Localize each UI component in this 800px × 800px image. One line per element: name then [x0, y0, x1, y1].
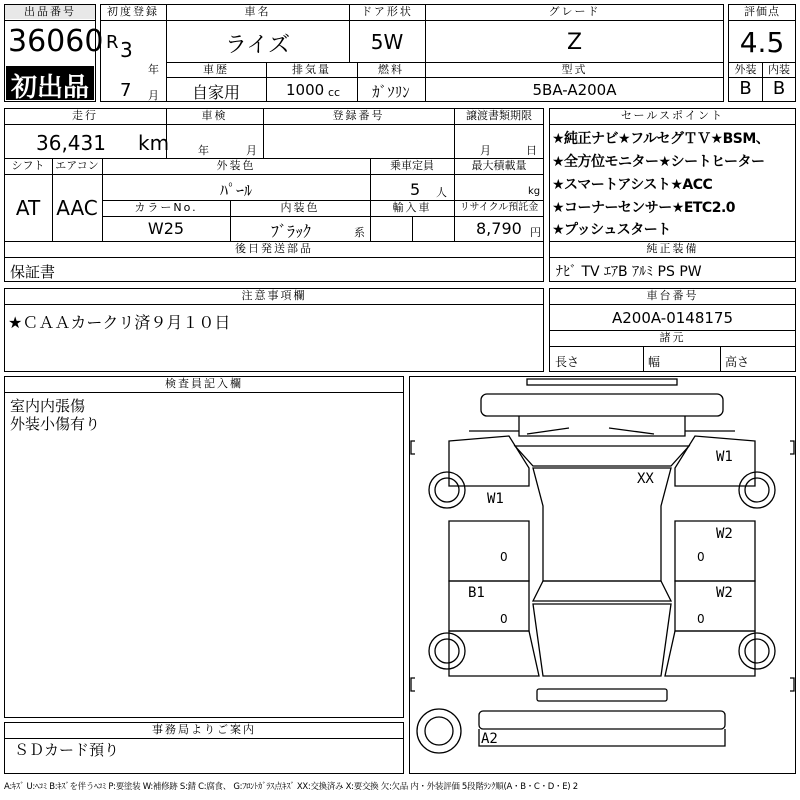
- equipment-value: ﾅﾋﾞ TV ｴｱB ｱﾙﾐ PS PW: [556, 264, 702, 280]
- ext-color-label: 外装色: [216, 159, 256, 172]
- year-unit: 年: [148, 63, 159, 76]
- month-unit: 月: [148, 89, 159, 102]
- mark-zero: 0: [500, 550, 508, 564]
- int-color-label: 内装色: [280, 201, 320, 214]
- office-label: 事務局よりご案内: [152, 723, 256, 736]
- legend: A:ｷｽﾞ U:ﾍｺﾐ B:ｷｽﾞを伴うﾍｺﾐ P:要塗装 W:補修跡 S:錆 C:腐食、 G:ﾌﾛﾝﾄｶﾞﾗｽ点ｷｽﾞ XX:交換済み X:要交換 欠:欠品 内・外装評価 5段階ﾗﾝｸ順(A・B・C・D・E) 2: [4, 782, 578, 792]
- inspection-label: 車検: [201, 109, 228, 122]
- specs-label: 諸元: [659, 331, 686, 344]
- length-label: 長さ: [555, 355, 580, 369]
- mileage: 36,431: [36, 131, 106, 155]
- interior-label: 内装: [768, 63, 790, 76]
- capacity-label: 乗車定員: [390, 159, 434, 172]
- later-parts-label: 後日発送部品: [235, 242, 313, 255]
- sales-point-line: ★全方位モニター★シートヒーター: [552, 154, 765, 170]
- sales-point-line: ★スマートアシスト★ACC: [552, 177, 713, 193]
- door-label: ドア形状: [361, 5, 413, 18]
- lot-label: 出品番号: [5, 5, 95, 19]
- exterior-grade: B: [739, 78, 752, 99]
- mark-zero: 0: [697, 612, 705, 626]
- shift-label: シフト: [11, 159, 45, 172]
- mark-zero: 0: [500, 612, 508, 626]
- fuel-label: 燃料: [378, 63, 404, 76]
- notes-value: ★ＣＡＡカークリ済９月１０日: [8, 313, 231, 332]
- lot-number: 36060: [8, 24, 104, 59]
- office-value: ＳＤカード預り: [14, 741, 120, 759]
- color-no: W25: [147, 219, 185, 238]
- color-no-label: カラーNo.: [134, 201, 198, 214]
- score-label: 評価点: [744, 5, 780, 18]
- inspector-label: 検査員記入欄: [165, 377, 243, 390]
- sales-point-line: ★コーナーセンサー★ETC2.0: [552, 200, 736, 216]
- load-label: 最大積載量: [471, 159, 527, 172]
- history: 自家用: [191, 83, 240, 102]
- mark-front-right: W1: [716, 449, 733, 465]
- later-parts: 保証書: [10, 263, 56, 281]
- load-unit: kg: [528, 186, 541, 197]
- model: 5BA-A200A: [532, 81, 617, 99]
- chassis-number: A200A-0148175: [611, 309, 734, 327]
- recycle-amount: 8,790: [476, 219, 522, 238]
- mileage-label: 走行: [72, 109, 98, 122]
- era: R: [106, 32, 119, 53]
- model-label: 型式: [561, 63, 588, 76]
- ac: AAC: [56, 196, 98, 220]
- history-label: 車歴: [203, 63, 229, 76]
- inspector-line: 外装小傷有り: [10, 415, 101, 433]
- score: 4.5: [739, 26, 785, 59]
- reg-month: 7: [120, 80, 132, 101]
- transfer-label: 譲渡書類期限: [466, 109, 532, 122]
- grade: Z: [566, 30, 583, 55]
- displacement: 1000: [286, 81, 325, 99]
- mark-roof: XX: [637, 471, 654, 487]
- displacement-label: 排気量: [292, 63, 331, 76]
- width-label: 幅: [648, 355, 661, 369]
- recycle-unit: 円: [530, 226, 541, 239]
- inspection-month-unit: 月: [246, 144, 257, 157]
- inspection-year-unit: 年: [198, 144, 209, 157]
- transfer-month-unit: 月: [480, 144, 491, 157]
- recycle-label: リサイクル預託金: [459, 202, 539, 213]
- mark-right-rear-door: W2: [716, 585, 733, 601]
- mark-left-rear-door: B1: [468, 585, 485, 601]
- door-type: 5W: [370, 30, 404, 54]
- mark-right-front-door: W2: [716, 526, 733, 542]
- fuel: ｶﾞｿﾘﾝ: [372, 83, 410, 101]
- int-color: ﾌﾞﾗｯｸ: [270, 222, 311, 241]
- mark-left-front-door: W1: [487, 491, 504, 507]
- car-diagram: [409, 376, 796, 774]
- first-listing-text: 初出品: [10, 73, 89, 103]
- mark-zero: 0: [697, 550, 705, 564]
- notes-label: 注意事項欄: [241, 289, 307, 302]
- grade-label: グレード: [548, 5, 601, 18]
- chassis-label: 車台番号: [646, 289, 699, 302]
- car-name: ライズ: [224, 33, 291, 58]
- ext-color: ﾊﾟｰﾙ: [219, 181, 252, 200]
- inspector-line: 室内内張傷: [10, 397, 86, 415]
- sales-point-line: ★純正ナビ★フルセグＴＶ★BSM、: [552, 131, 770, 147]
- equipment-label: 純正装備: [646, 242, 699, 255]
- sales-point-line: ★プッシュスタート: [552, 222, 671, 238]
- car-name-label: 車名: [244, 5, 271, 18]
- int-color-unit: 系: [354, 226, 365, 239]
- shift: AT: [15, 196, 41, 220]
- mark-rear-bumper: A2: [481, 731, 498, 747]
- sales-points-label: セールスポイント: [620, 109, 724, 122]
- height-label: 高さ: [725, 355, 750, 369]
- interior-grade: B: [772, 78, 786, 99]
- first-reg-label: 初度登録: [107, 5, 159, 18]
- displacement-unit: cc: [328, 86, 341, 99]
- capacity: 5: [410, 180, 421, 199]
- reg-year: 3: [120, 38, 133, 62]
- reg-no-label: 登録番号: [332, 109, 385, 122]
- ac-label: エアコン: [55, 159, 99, 172]
- capacity-unit: 人: [436, 186, 447, 199]
- import-label: 輸入車: [392, 201, 432, 214]
- exterior-label: 外装: [734, 63, 757, 76]
- transfer-day-unit: 日: [526, 144, 537, 157]
- mileage-unit: km: [138, 131, 170, 155]
